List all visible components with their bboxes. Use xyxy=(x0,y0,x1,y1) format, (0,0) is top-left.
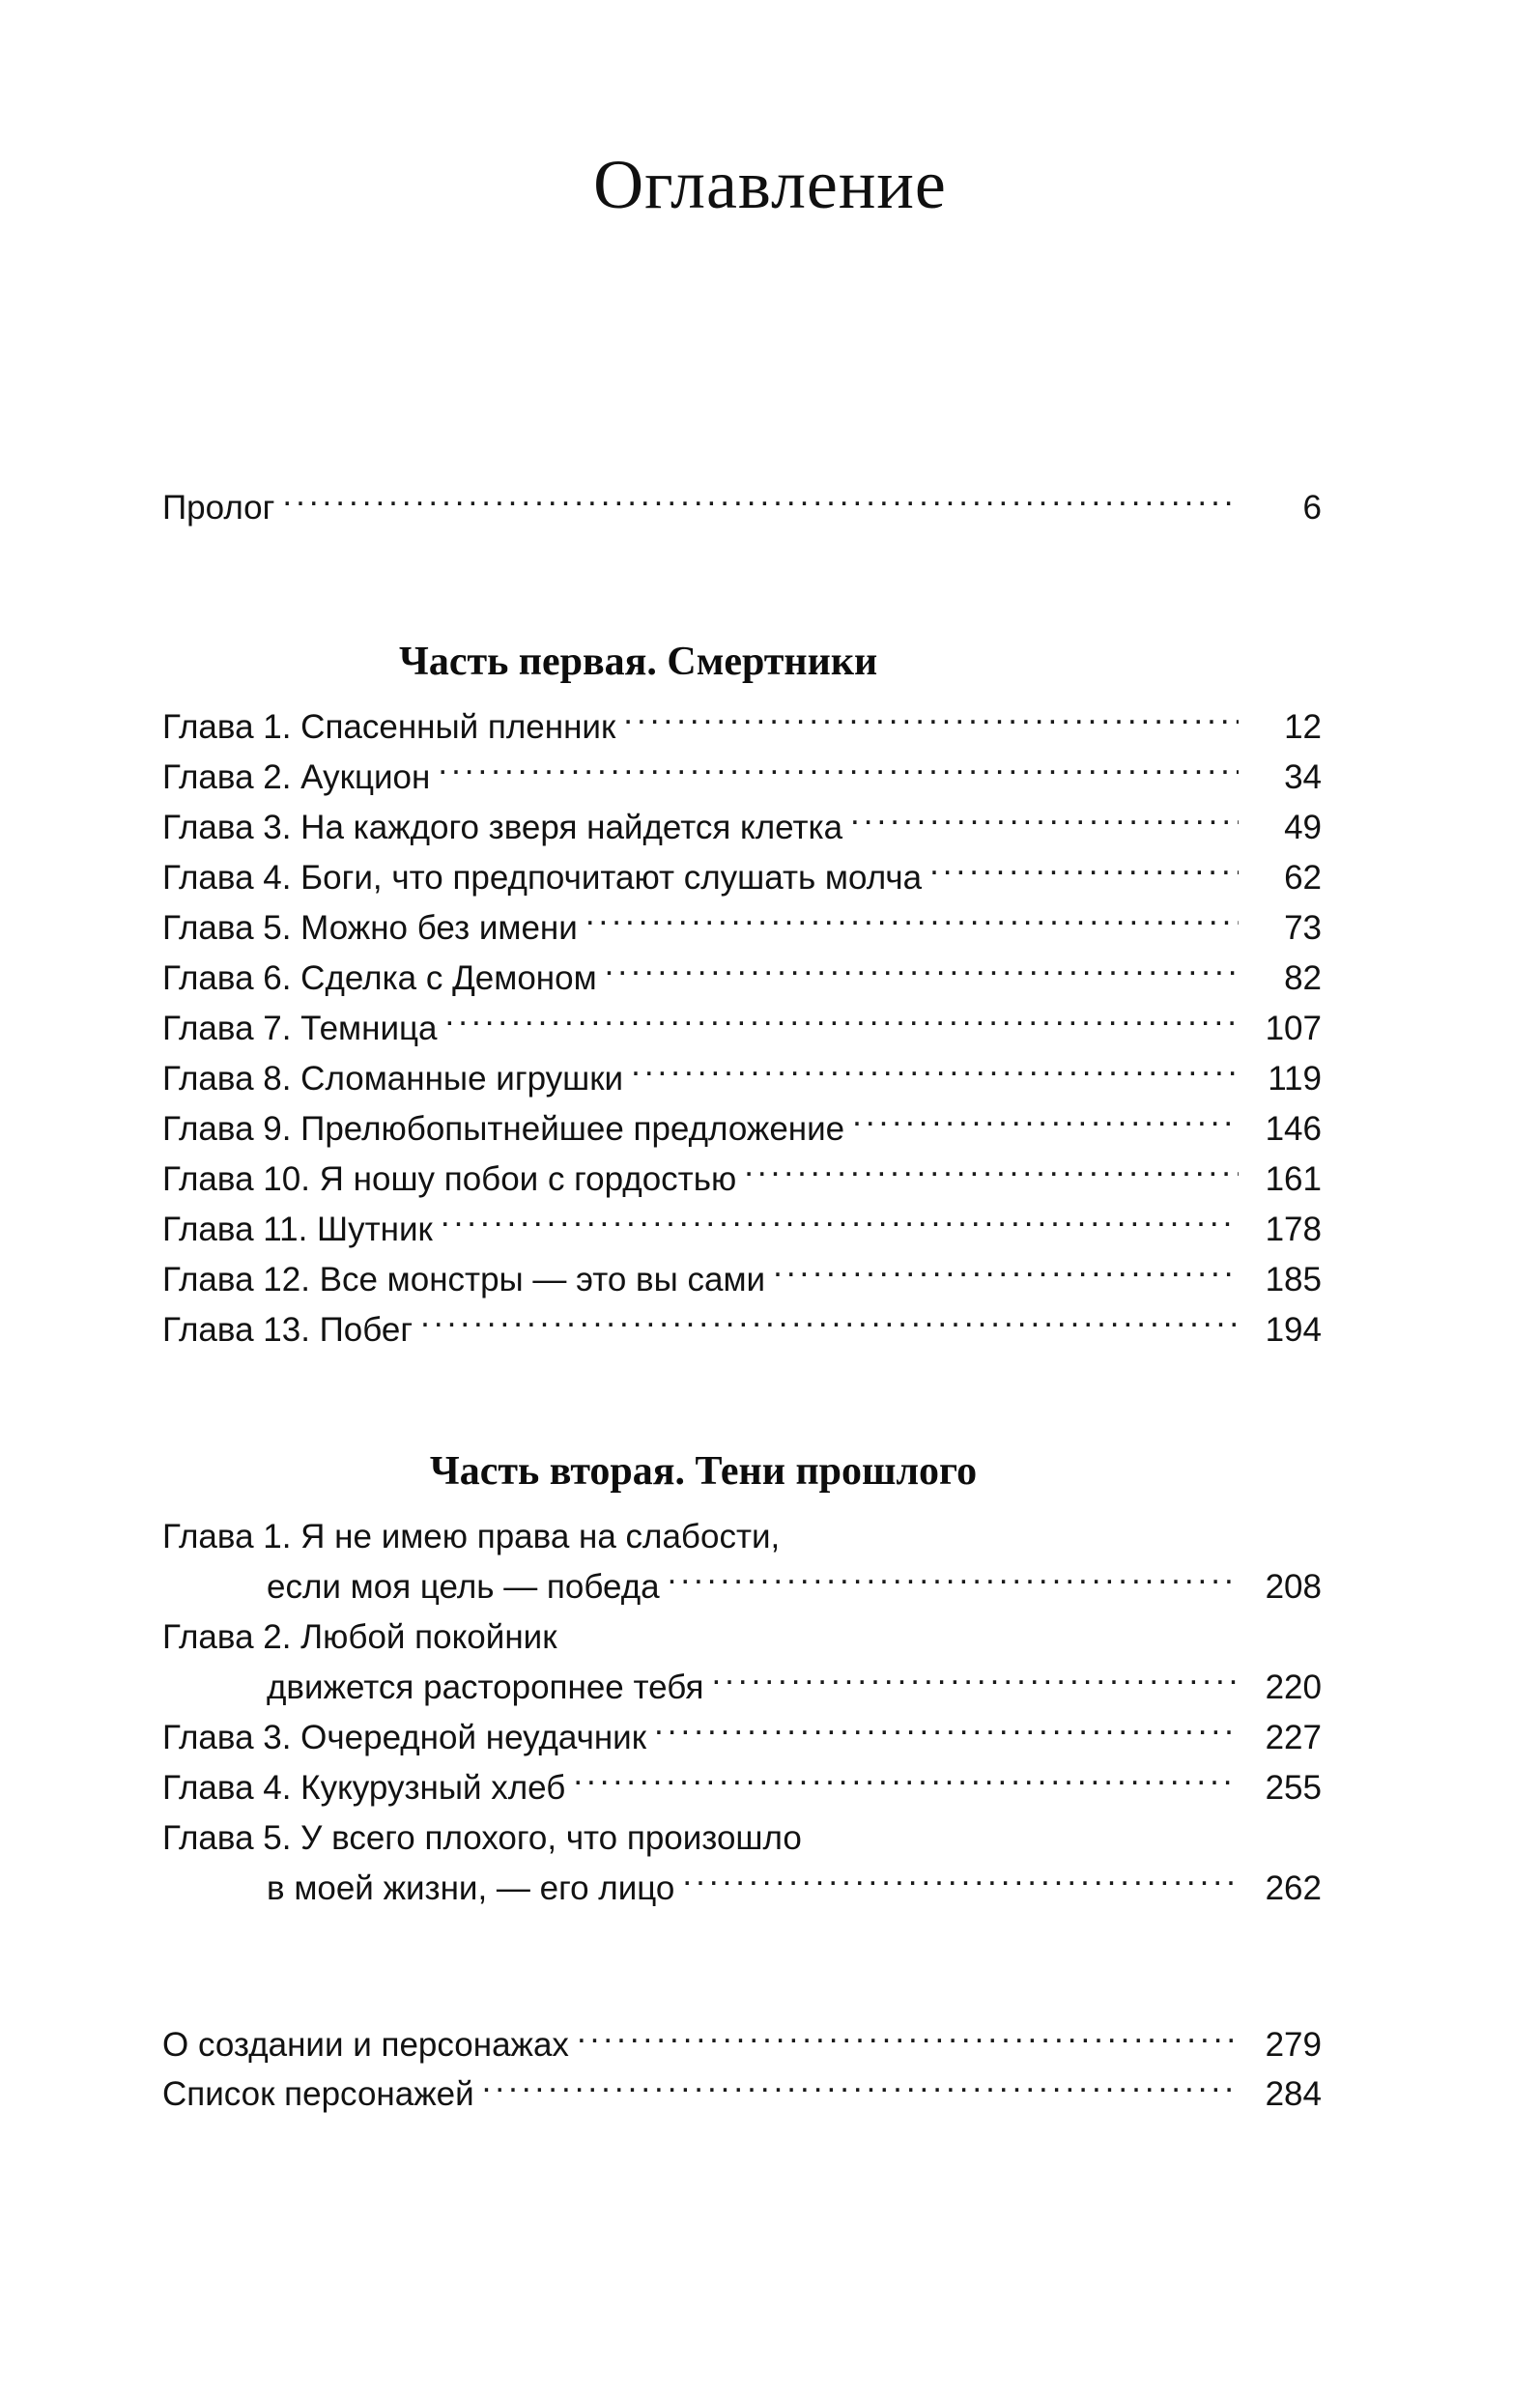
toc-entry-page: 194 xyxy=(1265,1311,1322,1349)
dot-leader xyxy=(445,1006,1239,1040)
toc-entry-page: 107 xyxy=(1265,1010,1322,1047)
toc-entry-label-continued: движется расторопнее тебя xyxy=(267,1669,704,1706)
dot-leader xyxy=(682,1866,1239,1899)
dot-leader xyxy=(744,1156,1239,1190)
dot-leader xyxy=(773,1257,1239,1291)
dot-leader xyxy=(438,755,1239,788)
dot-leader xyxy=(852,1106,1239,1140)
toc-entry-page: 279 xyxy=(1265,2026,1322,2064)
toc-entry-page: 34 xyxy=(1284,758,1322,796)
dot-leader xyxy=(929,855,1239,889)
toc-entry[interactable] xyxy=(162,853,1322,903)
toc-entry-page: 12 xyxy=(1284,708,1322,746)
dot-leader xyxy=(623,704,1239,738)
toc-entry-label: Глава 1. Спасенный пленник xyxy=(162,708,616,746)
chapter-list-part-one xyxy=(162,702,1322,1355)
toc-entry-label: Глава 8. Сломанные игрушки xyxy=(162,1060,624,1098)
toc-entry-label: Глава 2. Любой покойник xyxy=(162,1618,557,1656)
toc-entry[interactable] xyxy=(162,1512,1322,1612)
toc-entry[interactable] xyxy=(162,1104,1322,1155)
toc-entry-label: Глава 6. Сделка с Демоном xyxy=(162,959,597,997)
toc-entry[interactable] xyxy=(162,1813,1322,1914)
dot-leader xyxy=(711,1665,1239,1698)
toc-entry[interactable] xyxy=(162,1305,1322,1355)
toc-entry[interactable] xyxy=(162,1155,1322,1205)
toc-entry[interactable] xyxy=(162,2020,1322,2069)
dot-leader xyxy=(631,1056,1239,1090)
dot-leader xyxy=(420,1307,1239,1341)
toc-entry-page: 227 xyxy=(1265,1719,1322,1756)
chapter-list-part-two xyxy=(162,1512,1322,1914)
toc-entry[interactable] xyxy=(162,2069,1322,2119)
toc-entry-page: 82 xyxy=(1284,959,1322,997)
toc-entry-label-continued: в моей жизни, — его лицо xyxy=(267,1869,675,1907)
toc-entry-page: 161 xyxy=(1265,1160,1322,1198)
toc-entry-label: Глава 12. Все монстры — это вы сами xyxy=(162,1261,766,1298)
toc-entry[interactable] xyxy=(162,702,1322,753)
toc-entry-label: Глава 11. Шутник xyxy=(162,1211,433,1248)
dot-leader xyxy=(605,956,1239,989)
dot-leader xyxy=(282,485,1239,519)
dot-leader xyxy=(482,2071,1239,2105)
toc-entry-page: 49 xyxy=(1284,809,1322,846)
toc-entry-label: Глава 3. Очередной неудачник xyxy=(162,1719,647,1756)
toc-entry-label: Глава 2. Аукцион xyxy=(162,758,431,796)
toc-entry-label: Глава 4. Боги, что предпочитают слушать молча xyxy=(162,859,923,897)
toc-entry[interactable] xyxy=(162,1612,1322,1713)
toc-entry-label: Глава 5. Можно без имени xyxy=(162,909,578,947)
toc-entry[interactable] xyxy=(162,753,1322,803)
dot-leader xyxy=(585,905,1239,939)
dot-leader xyxy=(654,1715,1239,1749)
toc-entry-label: Глава 3. На каждого зверя найдется клетка xyxy=(162,809,843,846)
back-matter-list xyxy=(162,2020,1322,2119)
toc-entry-page: 6 xyxy=(1302,489,1322,527)
toc-entry[interactable] xyxy=(162,1255,1322,1305)
part-heading-one: Часть первая. Смертники xyxy=(399,640,878,684)
toc-entry-label: Глава 13. Побег xyxy=(162,1311,414,1349)
toc-entry-page: 262 xyxy=(1265,1869,1322,1907)
dot-leader xyxy=(441,1207,1239,1241)
toc-entry-label: Глава 1. Я не имею права на слабости, xyxy=(162,1518,781,1555)
toc-entry-page: 185 xyxy=(1265,1261,1322,1298)
toc-entry-label: О создании и персонажах xyxy=(162,2026,569,2064)
toc-entry[interactable] xyxy=(162,903,1322,954)
toc-entry-page: 73 xyxy=(1284,909,1322,947)
toc-entry[interactable] xyxy=(162,803,1322,853)
toc-entry[interactable] xyxy=(162,1713,1322,1763)
toc-entry[interactable] xyxy=(162,1205,1322,1255)
toc-entry-label: Глава 9. Прелюбопытнейшее предложение xyxy=(162,1110,845,1148)
toc-entry-page: 220 xyxy=(1265,1669,1322,1706)
toc-entry-page: 62 xyxy=(1284,859,1322,897)
toc-entry-label: Глава 5. У всего плохого, что произошло xyxy=(162,1819,802,1857)
toc-entry-page: 255 xyxy=(1265,1769,1322,1807)
dot-leader xyxy=(573,1765,1239,1799)
toc-entry-label: Глава 4. Кукурузный хлеб xyxy=(162,1769,566,1807)
page-title: Оглавление xyxy=(593,146,947,223)
dot-leader xyxy=(577,2022,1239,2056)
dot-leader xyxy=(668,1564,1239,1598)
toc-entry-page: 178 xyxy=(1265,1211,1322,1248)
dot-leader xyxy=(850,805,1239,839)
toc-entry-page: 208 xyxy=(1265,1568,1322,1606)
toc-entry-page: 146 xyxy=(1265,1110,1322,1148)
toc-entry-label-continued: если моя цель — победа xyxy=(267,1568,660,1606)
toc-entry-label: Список персонажей xyxy=(162,2075,474,2113)
toc-content xyxy=(162,483,1322,2119)
toc-entry[interactable] xyxy=(162,1004,1322,1054)
toc-entry-label: Глава 7. Темница xyxy=(162,1010,438,1047)
toc-entry-label: Глава 10. Я ношу побои с гордостью xyxy=(162,1160,737,1198)
toc-entry-prolog[interactable] xyxy=(162,483,1322,532)
toc-entry-page: 284 xyxy=(1265,2075,1322,2113)
toc-entry[interactable] xyxy=(162,954,1322,1004)
toc-entry-page: 119 xyxy=(1268,1060,1322,1098)
part-heading-two: Часть вторая. Тени прошлого xyxy=(429,1449,978,1494)
toc-entry[interactable] xyxy=(162,1054,1322,1104)
toc-entry-label: Пролог xyxy=(162,489,275,527)
toc-entry[interactable] xyxy=(162,1763,1322,1813)
